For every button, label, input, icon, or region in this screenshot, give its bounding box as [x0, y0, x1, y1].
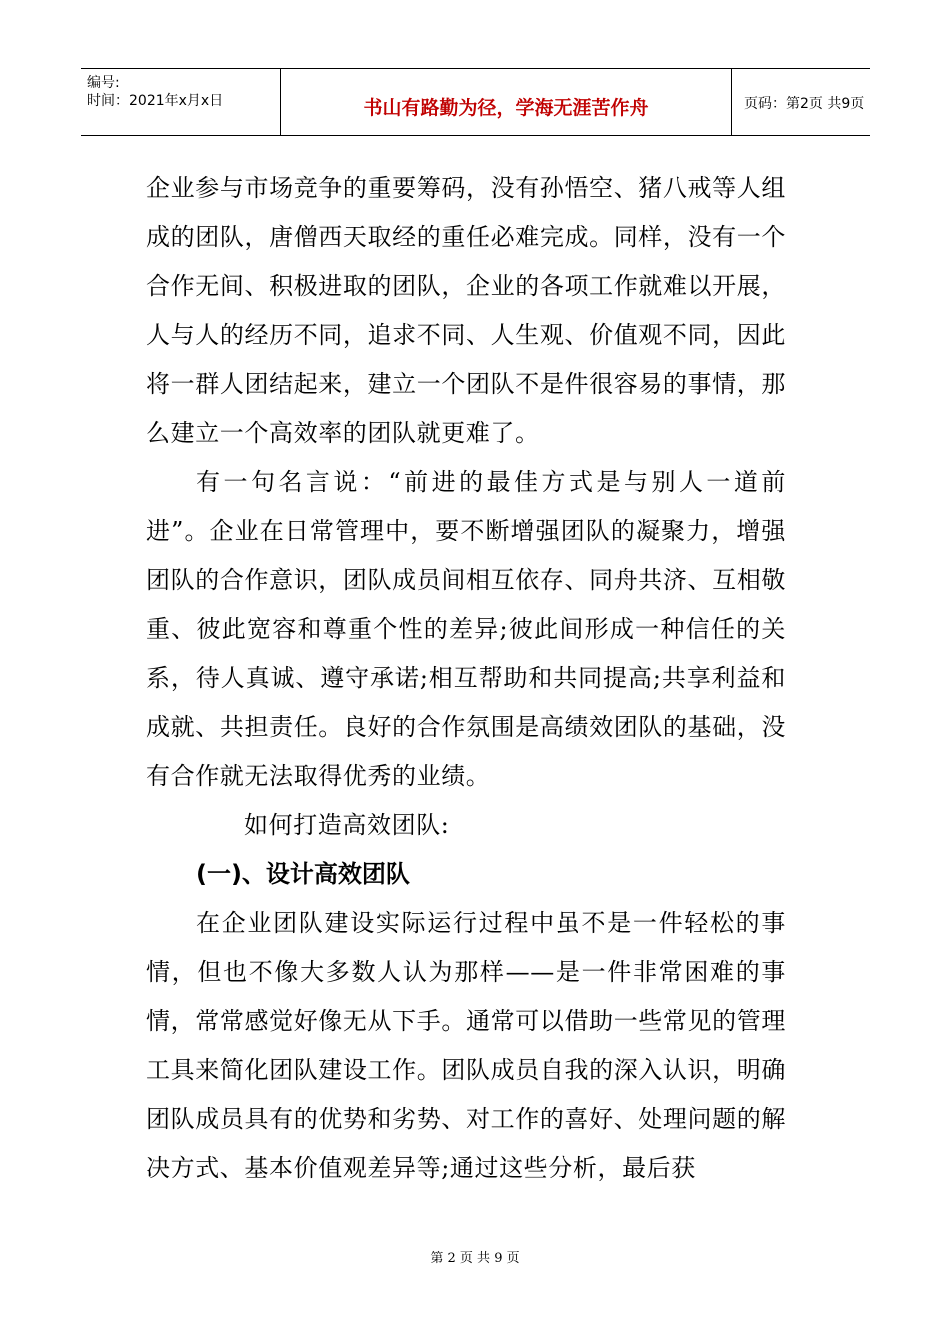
page-footer: 第 2 页 共 9 页: [430, 1251, 520, 1266]
document-header: [81, 68, 870, 136]
body-paragraph: 企业参与市场竞争的重要筹码，没有孙悟空、猪八戒等人组成的团队，唐僧西天取经的重任必难完成。同样，没有一个合作无间、积极进取的团队，企业的各项工作就难以开展，人与人的经历不同，追求不同、人生观、价值观不同，因此将一群人团结起来，建立一个团队不是件很容易的事情，那么建立一个高效率的团队就更难了。: [146, 174, 786, 447]
section-heading: (一)、设计高效团队: [196, 860, 410, 888]
document-body: [146, 164, 786, 1193]
header-page-cell: [732, 69, 870, 135]
header-motto-cell: [281, 69, 732, 135]
section-intro: 如何打造高效团队:: [244, 811, 450, 839]
body-paragraph: 在企业团队建设实际运行过程中虽不是一件轻松的事情，但也不像大多数人认为那样——是一件非常困难的事情，常常感觉好像无从下手。通常可以借助一些常见的管理工具来简化团队建设工作。团队成员自我的深入认识，明确团队成员具有的优势和劣势、对工作的喜好、处理问题的解决方式、基本价值观差异等;通过这些分析，最后获: [146, 909, 786, 1182]
body-paragraph: 有一句名言说：“前进的最佳方式是与别人一道前进”。企业在日常管理中，要不断增强团队的凝聚力，增强团队的合作意识，团队成员间相互依存、同舟共济、互相敬重、彼此宽容和尊重个性的差异;彼此间形成一种信任的关系，待人真诚、遵守承诺;相互帮助和共同提高;共享利益和成就、共担责任。良好的合作氛围是高绩效团队的基础，没有合作就无法取得优秀的业绩。: [146, 468, 786, 790]
page-label: 页码：第2页 共9页: [744, 96, 865, 112]
motto-text: 书山有路勤为径，学海无涯苦作舟: [363, 97, 649, 119]
header-meta-cell: [81, 69, 281, 135]
time-label: 时间：2021年x月x日: [87, 93, 224, 109]
code-label: 编号:: [87, 75, 120, 91]
